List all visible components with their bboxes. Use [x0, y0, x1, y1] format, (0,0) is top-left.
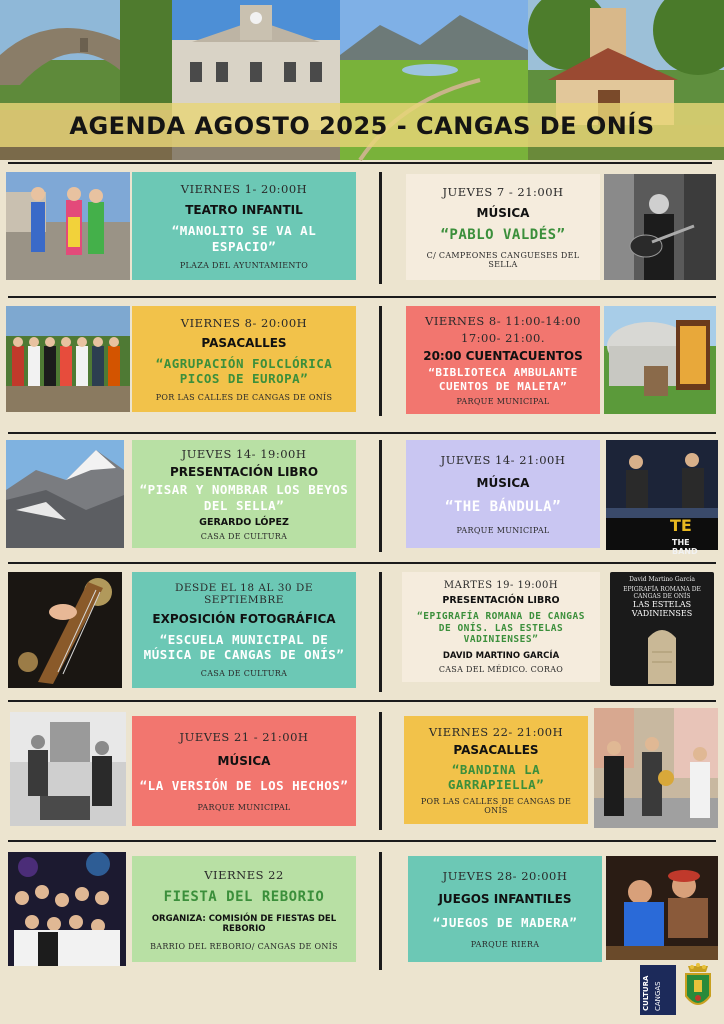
- event-date: JUEVES 14- 21:00H: [440, 453, 566, 468]
- event-location: PARQUE MUNICIPAL: [197, 803, 291, 813]
- band-rehearsal-photo: [10, 712, 126, 826]
- event-category: 20:00 CUENTACUENTOS: [423, 348, 583, 363]
- event-card-la-version-de-los-hechos[interactable]: [132, 716, 356, 826]
- event-title: “THE BÁNDULA”: [444, 499, 562, 516]
- cultura-logo: [640, 965, 676, 1015]
- event-card-pablo-valdes[interactable]: [406, 174, 600, 280]
- event-category: EXPOSICIÓN FOTOGRÁFICA: [152, 611, 336, 626]
- event-card-bandina-la-garrapiella[interactable]: [404, 716, 588, 824]
- event-location: PLAZA DEL AYUNTAMIENTO: [179, 260, 309, 270]
- event-category: JUEGOS INFANTILES: [438, 892, 572, 907]
- stone-stele-image: [640, 622, 684, 684]
- row-divider: [8, 162, 712, 164]
- event-location: CASA DE CULTURA: [200, 531, 288, 541]
- event-date: VIERNES 8- 20:00H: [180, 315, 308, 330]
- event-title: “ESCUELA MUNICIPAL DE MÚSICA DE CANGAS DE ONÍS”: [143, 631, 345, 663]
- event-card-pasacalles-folclorica[interactable]: [132, 306, 356, 412]
- cultura-logo-text: CULTURA: [642, 975, 650, 1011]
- event-author: GERARDO LÓPEZ: [199, 517, 289, 529]
- mountain-range-photo: [6, 440, 124, 548]
- book-cover: [610, 572, 714, 686]
- band-banner-text: THE BAND: [672, 538, 698, 556]
- folk-group-photo: [6, 306, 130, 412]
- event-title: “AGRUPACIÓN FOLCLÓRICA PICOS DE EUROPA”: [155, 355, 333, 387]
- event-location: PARQUE RIERA: [470, 939, 540, 949]
- book-cover-subtitle: LAS ESTELAS VADINIENSES: [631, 600, 693, 618]
- event-organizer: ORGANIZA: COMISIÓN DE FIESTAS DEL REBORIO: [151, 914, 337, 934]
- event-location: BARRIO DEL REBORIO/ CANGAS DE ONÍS: [150, 941, 338, 951]
- event-date: JUEVES 21 - 21:00H: [179, 729, 309, 744]
- event-date: JUEVES 14- 19:00H: [181, 447, 307, 462]
- event-card-presentacion-beyos[interactable]: [132, 440, 356, 548]
- header-banner: [0, 0, 724, 160]
- book-cover-title: EPIGRAFÍA ROMANA DE CANGAS DE ONÍS: [623, 586, 701, 600]
- event-date: JUEVES 28- 20:00H: [442, 869, 568, 884]
- event-location: CASA DE CULTURA: [200, 669, 288, 678]
- column-divider: [379, 572, 382, 692]
- wooden-games-photo: [606, 856, 718, 960]
- event-date: DESDE EL 18 AL 30 DE SEPTIEMBRE: [174, 581, 314, 606]
- row-divider: [8, 700, 716, 702]
- column-divider: [379, 852, 382, 970]
- event-category: PRESENTACIÓN LIBRO: [169, 464, 319, 479]
- event-location: POR LAS CALLES DE CANGAS DE ONÍS: [420, 797, 572, 816]
- row-divider: [8, 840, 716, 842]
- column-divider: [379, 172, 382, 284]
- event-location: CASA DEL MÉDICO. CORAO: [438, 664, 564, 674]
- event-category: MÚSICA: [476, 476, 530, 491]
- event-date: VIERNES 8- 11:00-14:00: [425, 313, 581, 328]
- event-date-secondary: 17:00- 21:00.: [461, 331, 545, 346]
- event-date: VIERNES 1- 20:00H: [180, 182, 308, 197]
- event-category: PRESENTACIÓN LIBRO: [442, 595, 560, 607]
- event-card-the-bandula[interactable]: [406, 440, 600, 548]
- event-category: MÚSICA: [476, 205, 530, 220]
- event-title: “PABLO VALDÉS”: [440, 226, 566, 243]
- event-card-epigrafia-romana[interactable]: [402, 572, 600, 682]
- event-date: VIERNES 22- 21:00H: [428, 724, 564, 739]
- event-card-cuentacuentos[interactable]: [406, 306, 600, 414]
- event-category: PASACALLES: [201, 335, 287, 350]
- event-category: TEATRO INFANTIL: [185, 202, 303, 217]
- row-divider: [8, 432, 716, 434]
- theatre-performers-photo: [6, 172, 130, 280]
- page-title: AGENDA AGOSTO 2025 - CANGAS DE ONÍS: [69, 112, 655, 140]
- event-title: “BANDINA LA GARRAPIELLA”: [447, 761, 545, 793]
- book-cover-author: David Martino García: [629, 576, 695, 583]
- event-title: “EPIGRAFÍA ROMANA DE CANGAS DE ONÍS. LAS ESTELAS VADINIENSES”: [417, 610, 585, 646]
- event-title: “MANOLITO SE VA AL ESPACIO”: [171, 223, 317, 254]
- row-divider: [8, 562, 716, 564]
- event-date: VIERNES 22: [204, 867, 284, 882]
- column-divider: [379, 712, 382, 830]
- yurt-library-photo: [604, 306, 716, 414]
- event-location: PARQUE MUNICIPAL: [456, 397, 550, 407]
- event-title: “BIBLIOTECA AMBULANTE CUENTOS DE MALETA”: [428, 366, 578, 394]
- event-title: “LA VERSIÓN DE LOS HECHOS”: [139, 777, 349, 793]
- event-title: “PISAR Y NOMBRAR LOS BEYOS DEL SELLA”: [139, 482, 349, 513]
- festival-crowd-photo: [8, 852, 126, 966]
- event-date: MARTES 19- 19:00H: [443, 580, 559, 592]
- street-band-photo: [594, 708, 718, 828]
- event-location: POR LAS CALLES DE CANGAS DE ONÍS: [155, 393, 333, 402]
- band-banner-short: TE: [670, 516, 692, 535]
- municipal-crest-icon: [682, 962, 714, 1016]
- event-location: PARQUE MUNICIPAL: [456, 525, 550, 535]
- bass-guitar-photo: [8, 572, 122, 688]
- event-card-juegos-infantiles[interactable]: [408, 856, 602, 962]
- event-category: PASACALLES: [453, 743, 539, 758]
- event-title: FIESTA DEL REBORIO: [163, 889, 325, 905]
- event-category: MÚSICA: [217, 753, 271, 768]
- band-stage-photo: [606, 440, 718, 556]
- guitarist-photo: [604, 174, 716, 280]
- row-divider: [8, 296, 716, 298]
- event-card-teatro-infantil[interactable]: [132, 172, 356, 280]
- event-location: C/ CAMPEONES CANGUESES DEL SELLA: [426, 251, 580, 270]
- event-date: JUEVES 7 - 21:00H: [442, 184, 564, 199]
- event-title: “JUEGOS DE MADERA”: [432, 915, 578, 931]
- column-divider: [379, 440, 382, 552]
- event-card-fiesta-del-reborio[interactable]: [132, 856, 356, 962]
- cultura-logo-subtext: CANGAS: [654, 981, 662, 1011]
- event-author: DAVID MARTINO GARCÍA: [442, 650, 560, 661]
- column-divider: [379, 306, 382, 416]
- event-card-exposicion-fotografica[interactable]: [132, 572, 356, 688]
